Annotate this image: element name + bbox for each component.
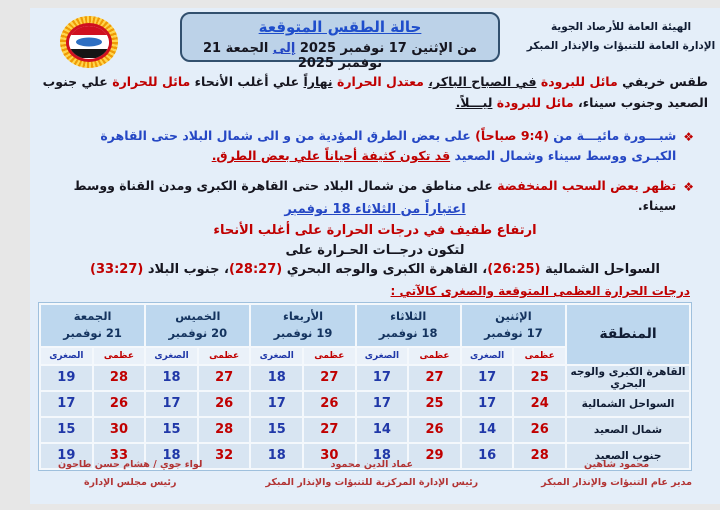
max-temp-cell: 30 bbox=[94, 418, 145, 442]
table-row bbox=[41, 366, 689, 390]
max-temp-cell: 27 bbox=[409, 366, 460, 390]
temps-table-head bbox=[41, 305, 689, 364]
min-temp-cell: 17 bbox=[462, 392, 513, 416]
max-temp-cell: 28 bbox=[199, 418, 250, 442]
region-name-cell: القاهرة الكبرى والوجه البحري bbox=[567, 366, 689, 390]
max-label: عظمى bbox=[514, 348, 565, 364]
min-temp-cell: 15 bbox=[41, 418, 92, 442]
max-temp-cell: 33 bbox=[94, 444, 145, 468]
text-segment: طقس خريفي bbox=[617, 74, 708, 89]
min-temp-cell: 19 bbox=[41, 444, 92, 468]
date-range bbox=[182, 41, 498, 71]
region-name-cell: جنوب الصعيد bbox=[567, 444, 689, 468]
max-temp-cell: 26 bbox=[409, 418, 460, 442]
min-temp-cell: 17 bbox=[462, 366, 513, 390]
day-name: الثلاثاء bbox=[390, 309, 427, 323]
cloud-icon bbox=[76, 37, 102, 46]
text-segment: (26:25) bbox=[487, 262, 541, 277]
day-header-cell bbox=[146, 305, 249, 346]
day-name: الأربعاء bbox=[282, 309, 324, 323]
max-temp-cell: 27 bbox=[304, 418, 355, 442]
table-caption: درجات الحرارة العظمى المتوقعة والصغرى كالآتي : bbox=[390, 284, 690, 298]
max-temp-cell: 26 bbox=[94, 392, 145, 416]
min-temp-cell: 18 bbox=[251, 444, 302, 468]
min-label: الصغرى bbox=[251, 348, 302, 364]
organization-name bbox=[526, 18, 716, 56]
fog-bullet-text bbox=[60, 126, 676, 166]
max-temp-cell: 32 bbox=[199, 444, 250, 468]
text-segment: السواحل الشمالية bbox=[540, 262, 660, 277]
max-temp-cell: 26 bbox=[514, 418, 565, 442]
max-label: عظمى bbox=[94, 348, 145, 364]
forecast-summary bbox=[38, 72, 708, 113]
text-segment: من الإثنين 17 نوفمبر 2025 bbox=[295, 41, 477, 56]
text-segment: (28:27) bbox=[228, 262, 283, 277]
org-line2: الإدارة العامة للتنبؤات والإنذار المبكر bbox=[526, 39, 716, 52]
fog-bullet bbox=[60, 126, 694, 166]
met-authority-logo bbox=[56, 16, 118, 70]
sun-rays-icon bbox=[60, 16, 118, 68]
text-segment: مائل للبرودة bbox=[540, 74, 618, 89]
day-date: 21 نوفمبر bbox=[63, 326, 122, 341]
signature-name: لواء جوي / هشام حسن طاحون bbox=[58, 459, 203, 470]
day-header-cell bbox=[41, 305, 144, 346]
min-temp-cell: 17 bbox=[357, 366, 408, 390]
min-label: الصغرى bbox=[41, 348, 92, 364]
day-name: الخميس bbox=[175, 309, 221, 323]
text-segment: إلى bbox=[272, 41, 296, 56]
temps-table-body bbox=[41, 366, 689, 468]
region-column-header: المنطقة bbox=[567, 305, 689, 364]
signature-central-admin bbox=[265, 456, 478, 492]
text-segment: ، القاهرة الكبرى والوجه البحري bbox=[282, 262, 488, 277]
day-name: الإثنين bbox=[495, 309, 532, 323]
max-temp-cell: 26 bbox=[304, 392, 355, 416]
max-temp-cell: 26 bbox=[199, 392, 250, 416]
min-label: الصغرى bbox=[462, 348, 513, 364]
max-temp-cell: 25 bbox=[409, 392, 460, 416]
text-segment: في الصباح الباكر، bbox=[428, 74, 537, 89]
text-segment: على مناطق من شمال البلاد حتى القاهرة الكبرى ومدن القناة ووسط سيناء. bbox=[69, 178, 677, 213]
min-temp-cell: 17 bbox=[146, 392, 197, 416]
max-temp-cell: 25 bbox=[514, 366, 565, 390]
flag-emblem-icon bbox=[66, 23, 112, 62]
min-temp-cell: 17 bbox=[251, 392, 302, 416]
region-name-cell: السواحل الشمالية bbox=[567, 392, 689, 416]
text-segment: شبـــورة مائيـــة من bbox=[548, 128, 677, 143]
text-segment: نهاراً bbox=[303, 74, 333, 89]
text-segment: (33:27) bbox=[90, 262, 144, 277]
min-temp-cell: 18 bbox=[357, 444, 408, 468]
region-name-cell: شمال الصعيد bbox=[567, 418, 689, 442]
text-segment: (9:4 صباحاً) bbox=[475, 128, 549, 143]
text-segment: على بعض الطرق المؤدية من و الى شمال البلاد حتى القاهرة الكبـرى ووسط سيناء وشمال الصعيد bbox=[96, 128, 677, 163]
text-segment: تظهر بعض السحب المنخفضة bbox=[497, 178, 677, 193]
regional-temps-line bbox=[30, 262, 720, 277]
min-temp-cell: 15 bbox=[146, 418, 197, 442]
max-temp-cell: 27 bbox=[199, 366, 250, 390]
day-header-cell bbox=[357, 305, 460, 346]
min-temp-cell: 15 bbox=[251, 418, 302, 442]
title-box bbox=[180, 12, 500, 71]
min-temp-cell: 18 bbox=[146, 366, 197, 390]
min-label: الصغرى bbox=[146, 348, 197, 364]
signature-title: مدير عام التنبؤات والإنذار المبكر bbox=[541, 477, 692, 489]
table-header-row-days bbox=[41, 305, 689, 346]
min-label: الصغرى bbox=[357, 348, 408, 364]
text-segment: مائل للبرودة bbox=[496, 94, 574, 110]
signature-name: عماد الدين محمود bbox=[330, 459, 413, 470]
text-segment: معتدل الحرارة bbox=[336, 74, 424, 89]
signature-chairman bbox=[58, 456, 202, 492]
min-temp-cell: 14 bbox=[462, 418, 513, 442]
max-label: عظمى bbox=[199, 348, 250, 364]
max-label: عظمى bbox=[409, 348, 460, 364]
org-line1: الهيئة العامة للأرصاد الجوية bbox=[550, 21, 692, 33]
page-title: حالة الطقس المتوقعة bbox=[258, 18, 422, 36]
signature-title: رئيس الإدارة المركزية للتنبؤات والإنذار المبكر bbox=[265, 477, 479, 489]
signature-row bbox=[30, 456, 720, 492]
max-temp-cell: 30 bbox=[304, 444, 355, 468]
temperatures-table-wrap bbox=[38, 302, 692, 471]
max-temp-cell: 28 bbox=[94, 366, 145, 390]
min-temp-cell: 18 bbox=[251, 366, 302, 390]
bulletin-document bbox=[30, 8, 720, 504]
min-temp-cell: 16 bbox=[462, 444, 513, 468]
temperatures-table bbox=[39, 303, 691, 470]
text-segment: ، جنوب البلاد bbox=[143, 262, 229, 277]
max-temp-cell: 29 bbox=[409, 444, 460, 468]
text-segment: ليـــلاً. bbox=[455, 94, 493, 110]
diamond-bullet-icon: ❖ bbox=[683, 180, 694, 194]
max-label: عظمى bbox=[304, 348, 355, 364]
min-temp-cell: 17 bbox=[357, 392, 408, 416]
temperature-notes bbox=[30, 198, 720, 277]
text-segment: الجمعة 21 نوفمبر 2025 bbox=[198, 41, 383, 71]
temps-intro-line: لتكون درجــات الحـرارة على bbox=[285, 243, 465, 258]
effective-date-line: اعتباراً من الثلاثاء 18 نوفمبر bbox=[284, 202, 466, 217]
signature-director bbox=[541, 456, 692, 492]
day-name: الجمعة bbox=[73, 309, 112, 323]
min-temp-cell: 17 bbox=[41, 392, 92, 416]
day-date: 20 نوفمبر bbox=[168, 326, 228, 341]
day-date: 17 نوفمبر bbox=[484, 326, 543, 341]
day-header-cell bbox=[462, 305, 565, 346]
table-row bbox=[41, 392, 689, 416]
signature-name: محمود شاهين bbox=[583, 459, 650, 470]
min-temp-cell: 19 bbox=[41, 366, 92, 390]
text-segment: قد تكون كثيفة أحياناً علي بعض الطرق. bbox=[211, 148, 451, 163]
text-segment: مائل للحرارة bbox=[112, 74, 191, 89]
signature-title: رئيس مجلس الإدارة bbox=[83, 477, 177, 489]
table-row bbox=[41, 418, 689, 442]
text-segment: علي جنوب الصعيد وجنوب سيناء، bbox=[38, 74, 708, 110]
temp-rise-line: ارتفاع طفيف في درجات الحرارة على أغلب الأنحاء bbox=[213, 223, 537, 238]
day-header-cell bbox=[251, 305, 354, 346]
max-temp-cell: 24 bbox=[514, 392, 565, 416]
max-temp-cell: 28 bbox=[514, 444, 565, 468]
diamond-bullet-icon: ❖ bbox=[683, 130, 694, 144]
day-date: 19 نوفمبر bbox=[273, 326, 333, 341]
text-segment: علي أغلب الأنحاء bbox=[190, 74, 304, 89]
max-temp-cell: 27 bbox=[304, 366, 355, 390]
day-date: 18 نوفمبر bbox=[378, 326, 438, 341]
min-temp-cell: 18 bbox=[146, 444, 197, 468]
min-temp-cell: 14 bbox=[357, 418, 408, 442]
